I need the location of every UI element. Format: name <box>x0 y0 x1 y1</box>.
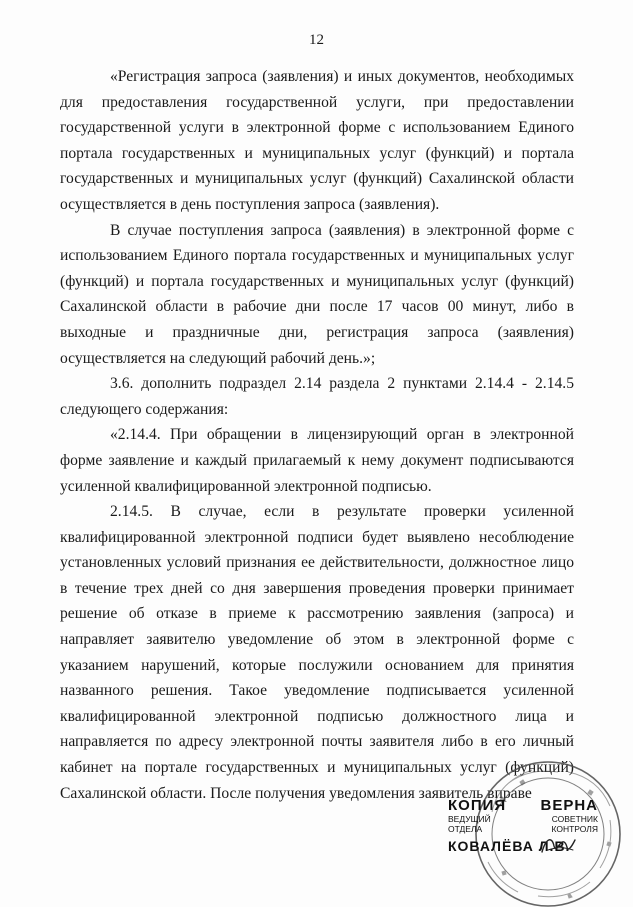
document-body <box>60 64 574 806</box>
paragraph-amendment-3-6: 3.6. дополнить подраздел 2.14 раздела 2 пунктами 2.14.4 - 2.14.5 следующего содержания: <box>60 375 574 418</box>
correct-label: ВЕРНА <box>540 797 598 814</box>
copy-label: КОПИЯ <box>448 797 507 814</box>
position-right: СОВЕТНИК <box>551 814 598 824</box>
position-right-2: КОНТРОЛЯ <box>551 824 598 834</box>
position-left: ВЕДУЩИЙ <box>448 814 491 824</box>
paragraph-2-14-5: 2.14.5. В случае, если в результате проверки усиленной квалифицированной электронной подписи будет выявлено несоблюдение установленных условий признания ее действительности, должностное лицо в течение трех дней со дня завершения проведения проверки принимает решение об отказе в приеме к рассмотрению заявления (запроса) и направляет заявителю уведомление об этом в электронной форме с указанием нарушений, которые послужили основанием для принятия названного решения. Такое уведомление подписывается усиленной квалифицированной электронной подписью должностного лица и направляется по адресу электронной почты заявителя либо в его личный кабинет на портале государственных и муниципальных услуг (функций) Сахалинской области. После получения уведомления заявитель вправе <box>60 503 574 802</box>
signatory-name: КОВАЛЁВА Л.В. <box>448 838 571 854</box>
paragraph-electronic-receipt: В случае поступления запроса (заявления) в электронной форме с использованием Единого портала государственных и муниципальных услуг (функций) и портала государственных и муниципальных услуг (функций) Сахалинской области в рабочие дни после 17 часов 00 минут, либо в выходные и праздничные дни, регистрация запроса (заявления) осуществляется на следующий рабочий день.»; <box>60 221 574 367</box>
paragraph-registration: «Регистрация запроса (заявления) и иных документов, необходимых для предоставления государственной услуги, при предоставлении государственной услуги в электронной форме с использованием Единого портала государственных и муниципальных услуг (функций) и портала государственных и муниципальных услуг (функций) Сахалинской области осуществляется в день поступления запроса (заявления). <box>60 68 574 213</box>
paragraph-2-14-4: «2.14.4. При обращении в лицензирующий орган в электронной форме заявление и каждый прилагаемый к нему документ подписываются усиленной квалифицированной электронной подписью. <box>60 426 574 495</box>
page-number: 12 <box>309 32 324 48</box>
position-left-2: ОТДЕЛА <box>448 824 483 834</box>
handwritten-signature <box>540 832 576 858</box>
